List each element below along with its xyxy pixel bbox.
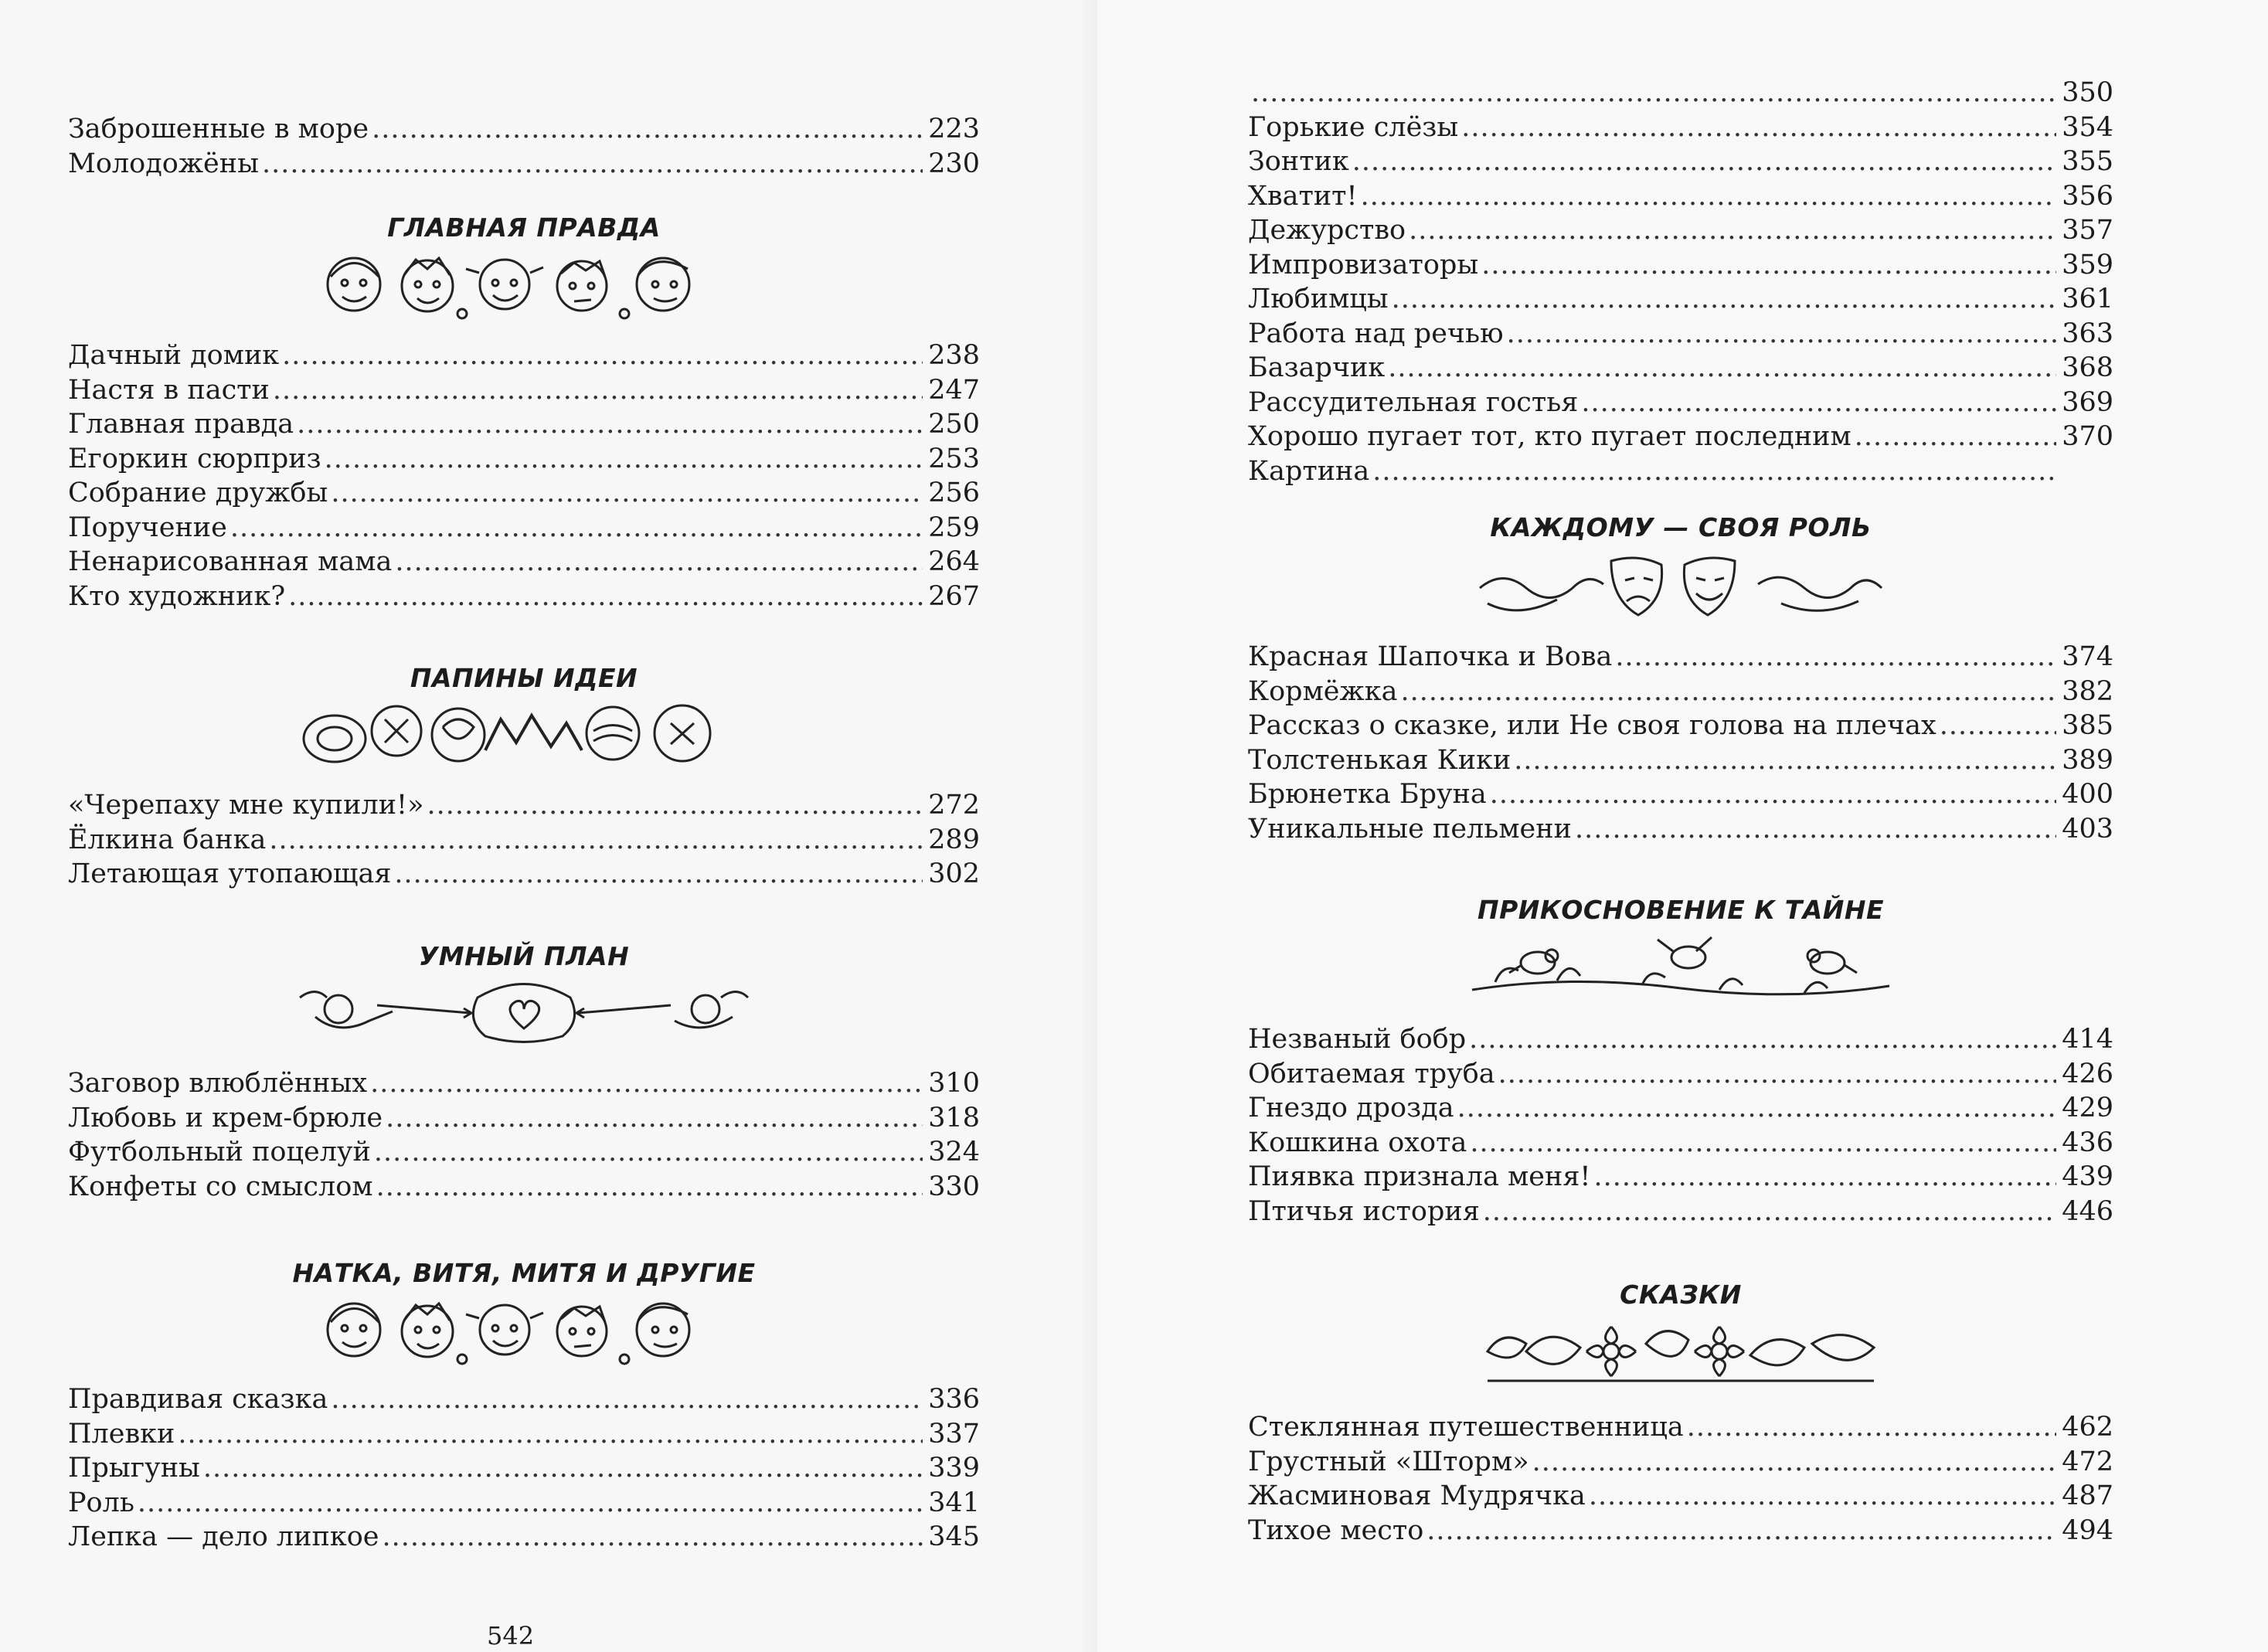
toc-section bbox=[68, 1256, 980, 1555]
toc-entry[interactable]: Картина ..... bbox=[1248, 454, 2113, 489]
toc-section bbox=[68, 210, 980, 614]
toc-section bbox=[1248, 510, 2113, 846]
toc-entry[interactable]: Жасминовая Мудрячка ..... 487 bbox=[1248, 1479, 2113, 1514]
toc-entry[interactable]: Импровизаторы ..... 359 bbox=[1248, 248, 2113, 283]
toc-entry[interactable]: Дежурство ..... 357 bbox=[1248, 213, 2113, 248]
children-faces-ornament bbox=[308, 1291, 740, 1368]
section-heading: НАТКА, ВИТЯ, МИТЯ И ДРУГИЕ bbox=[292, 1258, 756, 1288]
toc-entry[interactable]: Кто художник? ..... 267 bbox=[68, 580, 980, 614]
toc-entry[interactable]: Обитаемая труба ..... 426 bbox=[1248, 1057, 2113, 1092]
toc-entry[interactable]: Базарчик ..... 368 bbox=[1248, 351, 2113, 386]
toc-entry[interactable]: «Черепаху мне купили!» ..... 272 bbox=[68, 788, 980, 823]
toc-entry[interactable]: Незваный бобр ..... 414 bbox=[1248, 1022, 2113, 1057]
theatre-masks-ornament bbox=[1472, 546, 1889, 623]
toc-entry[interactable]: Грустный «Шторм» ..... 472 bbox=[1248, 1445, 2113, 1480]
toc-section bbox=[68, 939, 980, 1204]
toc-entry[interactable]: Поручение ..... 259 bbox=[68, 511, 980, 546]
toc-entry[interactable]: Ненарисованная мама ..... 264 bbox=[68, 545, 980, 580]
toc-entry[interactable]: Летающая утопающая ..... 302 bbox=[68, 857, 980, 892]
toc-entry[interactable]: Красная Шапочка и Вова ..... 374 bbox=[1248, 640, 2113, 675]
toc-entry[interactable]: Брюнетка Бруна ..... 400 bbox=[1248, 777, 2113, 812]
toc-entry[interactable]: Настя в пасти ..... 247 bbox=[68, 373, 980, 408]
toc-entry[interactable]: Собрание дружбы ..... 256 bbox=[68, 476, 980, 511]
toc-entry[interactable]: Уникальные пельмени ..... 403 bbox=[1248, 812, 2113, 847]
toc-entry[interactable]: Молодожёны ..... 230 bbox=[68, 147, 980, 182]
toc-entry[interactable]: Роль ..... 341 bbox=[68, 1486, 980, 1521]
section-heading: КАЖДОМУ — СВОЯ РОЛЬ bbox=[1490, 512, 1872, 542]
toc-entry[interactable]: Главная правда ..... 250 bbox=[68, 407, 980, 442]
toc-entry[interactable]: Конфеты со смыслом ..... 330 bbox=[68, 1170, 980, 1205]
toc-entry[interactable]: Тихое место ..... 494 bbox=[1248, 1514, 2113, 1548]
cupids-heart-ornament bbox=[284, 974, 763, 1048]
toc-entry[interactable]: Плевки ..... 337 bbox=[68, 1417, 980, 1452]
toc-entry[interactable]: Дачный домик ..... 238 bbox=[68, 338, 980, 373]
children-faces-ornament bbox=[308, 246, 740, 323]
section-heading: ГЛАВНАЯ ПРАВДА bbox=[387, 212, 661, 243]
page-number: 542 bbox=[487, 1621, 535, 1650]
toc-entry[interactable]: Заброшенные в море ..... 223 bbox=[68, 112, 980, 147]
toc-section bbox=[1248, 892, 2113, 1229]
toc-entry[interactable]: Работа над речью ..... 363 bbox=[1248, 317, 2113, 352]
toc-entry[interactable]: Лепка — дело липкое ..... 345 bbox=[68, 1520, 980, 1555]
toc-entry[interactable]: Заговор влюблённых ..... 310 bbox=[68, 1066, 980, 1101]
toc-entry[interactable]: Правдивая сказка ..... 336 bbox=[68, 1382, 980, 1417]
toc-entry[interactable]: Хватит! ..... 356 bbox=[1248, 179, 2113, 214]
toc-section bbox=[68, 661, 980, 892]
toc-entry[interactable]: Хорошо пугает тот, кто пугает последним ..... 370 bbox=[1248, 420, 2113, 454]
toc-entry[interactable]: Гнездо дрозда ..... 429 bbox=[1248, 1091, 2113, 1126]
birds-branch-ornament bbox=[1464, 928, 1897, 1005]
left-page bbox=[0, 0, 1097, 1652]
toc-entry[interactable]: Пиявка признала меня! ..... 439 bbox=[1248, 1160, 2113, 1195]
toc-entry[interactable]: Ёлкина банка ..... 289 bbox=[68, 823, 980, 858]
toc-entry[interactable]: Птичья история ..... 446 bbox=[1248, 1195, 2113, 1229]
toc-entry[interactable]: Кормёжка ..... 382 bbox=[1248, 675, 2113, 709]
section-heading: УМНЫЙ ПЛАН bbox=[418, 941, 630, 971]
toc-entry[interactable]: Рассудительная гостья ..... 369 bbox=[1248, 386, 2113, 420]
toc-entry[interactable]: Зонтик ..... 355 bbox=[1248, 144, 2113, 179]
toc-entry[interactable]: Прыгуны ..... 339 bbox=[68, 1451, 980, 1486]
toc-entry[interactable]: Толстенькая Кики ..... 389 bbox=[1248, 743, 2113, 778]
section-heading: ПАПИНЫ ИДЕИ bbox=[410, 663, 638, 693]
toc-entry[interactable]: Любовь и крем-брюле ..... 318 bbox=[68, 1101, 980, 1136]
flowers-ornament bbox=[1480, 1313, 1882, 1390]
right-page bbox=[1097, 0, 2268, 1652]
toc-entry[interactable]: Рассказ о сказке, или Не своя голова на плечах ..... 385 bbox=[1248, 709, 2113, 743]
toc-entry[interactable]: Любимцы ..... 361 bbox=[1248, 282, 2113, 317]
ideas-medallions-ornament bbox=[296, 696, 752, 770]
toc-entry[interactable]: Кошкина охота ..... 436 bbox=[1248, 1126, 2113, 1161]
toc-top-entries-left bbox=[68, 112, 980, 181]
section-heading: ПРИКОСНОВЕНИЕ К ТАЙНЕ bbox=[1477, 895, 1885, 925]
toc-section bbox=[1248, 1277, 2113, 1548]
toc-top-entries-right bbox=[1248, 76, 2113, 488]
toc-entry[interactable]: Горькие слёзы ..... 354 bbox=[1248, 110, 2113, 145]
toc-entry[interactable]: Егоркин сюрприз ..... 253 bbox=[68, 442, 980, 477]
toc-entry[interactable]: Стеклянная путешественница ..... 462 bbox=[1248, 1410, 2113, 1445]
toc-entry[interactable]: ..... 350 bbox=[1248, 76, 2113, 110]
section-heading: СКАЗКИ bbox=[1620, 1280, 1742, 1310]
toc-entry[interactable]: Футбольный поцелуй ..... 324 bbox=[68, 1135, 980, 1170]
